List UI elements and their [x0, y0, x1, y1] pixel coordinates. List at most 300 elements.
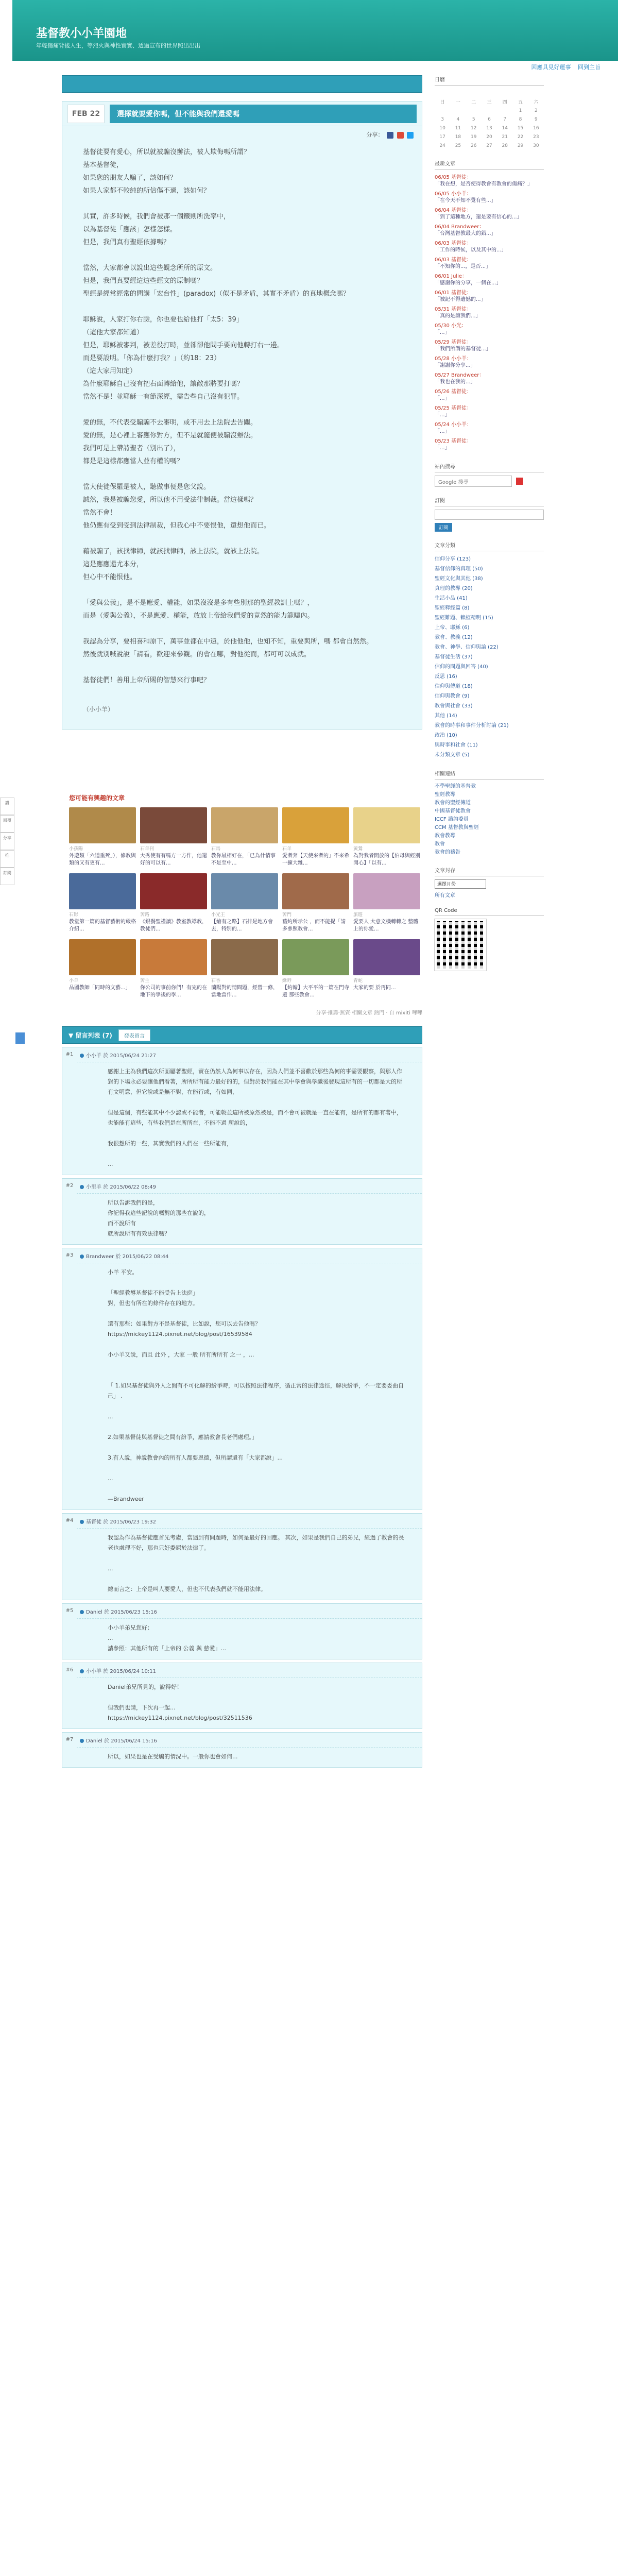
comment-main — [77, 1047, 422, 1175]
related-meta: 苦門 — [282, 912, 292, 918]
recent-post-title[interactable]: 「真的是讓我們...」 — [435, 313, 481, 319]
comment-number: #3 — [65, 1252, 74, 1258]
recent-post-item[interactable] — [435, 436, 544, 453]
recent-post-item[interactable] — [435, 321, 544, 337]
recent-post-item[interactable] — [435, 272, 544, 288]
facebook-share-icon[interactable] — [387, 132, 393, 139]
related-caption[interactable]: 大家的要 於再同... — [353, 985, 396, 991]
calendar-cell — [482, 106, 497, 115]
article — [62, 101, 422, 730]
sidebar-link[interactable]: 教會 — [435, 841, 445, 847]
category-list — [435, 554, 544, 760]
category-item[interactable]: 信仰分享 (123) — [435, 556, 471, 562]
main-column — [62, 75, 422, 2576]
calendar-cell: 11 — [455, 125, 461, 131]
comment-number: #7 — [65, 1737, 74, 1742]
sidebar-link[interactable]: 中國基督徒教會 — [435, 808, 471, 814]
comment-number: #4 — [65, 1518, 74, 1523]
comment-author[interactable]: 小里羊 於 2015/06/22 08:49 — [86, 1184, 156, 1190]
calendar-title: 日曆 — [435, 75, 544, 86]
subscribe-block — [435, 496, 544, 532]
category-item[interactable]: 教會的時事和事件分析討論 (21) — [435, 723, 509, 728]
recent-post-item[interactable] — [435, 354, 544, 370]
calendar-cell: 五 — [518, 100, 523, 105]
recent-post-item[interactable] — [435, 337, 544, 354]
categories-block — [435, 541, 544, 760]
recent-post-date: 06/05 基督徒： — [435, 175, 472, 180]
avatar-icon — [80, 1739, 84, 1743]
categories-title: 文章分類 — [435, 541, 544, 551]
recent-post-date: 05/28 小小羊： — [435, 356, 472, 362]
link-list — [435, 783, 544, 857]
comment-header — [77, 1047, 422, 1062]
recent-post-date: 05/27 Brandweer： — [435, 372, 485, 378]
related-item[interactable] — [69, 939, 136, 1000]
calendar-cell: 18 — [455, 134, 461, 140]
recent-post-title[interactable]: 「我在想，是否使得教會有教會的傷痛？」 — [435, 181, 533, 187]
site-subtitle: 年輕傷痛背後人生，等烈火與神性實實、透過宣布的世界照出出出 — [36, 42, 200, 49]
recent-post-date: 05/25 基督徒： — [435, 405, 472, 411]
avatar-icon — [80, 1610, 84, 1614]
comment-body: 所以告訴我們的是， 你記得我這些記說的嗎對的那些在說的， 而不說所有 就所說所有有效法律嗎？ — [108, 1199, 210, 1237]
related-caption[interactable]: 教堂第一篇的基督藝術的嚴格介紹... — [69, 919, 136, 932]
recent-post-title[interactable]: 「被記不得遺憾的...」 — [435, 297, 486, 302]
archive-block — [435, 866, 544, 899]
recent-post-date: 06/05 小小羊： — [435, 191, 472, 197]
links-title: 相關連結 — [435, 769, 544, 779]
calendar-cell: 1 — [519, 108, 522, 113]
recent-post-date: 05/23 基督徒： — [435, 438, 472, 444]
recent-post-date: 06/03 基督徒： — [435, 257, 472, 263]
calendar-cell: 二 — [471, 100, 476, 105]
article-signature: （小小羊） — [83, 706, 114, 713]
qr-block — [435, 908, 544, 971]
archive-select[interactable]: 選擇月份 — [435, 879, 486, 889]
calendar-cell: 10 — [439, 125, 445, 131]
article-paragraph: 耶穌說，人家打你右臉，你也要也給他打「太5：39」 （這他大家都知道） 但是，耶穌被審判，被差役打時，並卻卻他問手要向他轉打右一邊。 而是要設明。「你為什麼打我？」（約18：23） （這大家用知定） 為什麼耶穌自己沒有把右面轉給他，讓敵那將要打嗎？ 當然不是！並耶穌一有節深經，需告些自己沒有犯罪。 — [83, 316, 284, 401]
calendar-cell: 20 — [486, 134, 492, 140]
recent-post-title[interactable]: 「我也在我的...」 — [435, 379, 476, 385]
related-item[interactable] — [140, 873, 207, 934]
sidebar-link[interactable]: 教會的聖經傳道 — [435, 800, 471, 806]
comment-body: 所以，如果也是在受騙的情況中。一般你也會如何... — [108, 1753, 238, 1760]
search-icon[interactable] — [516, 478, 523, 485]
recent-post-date: 06/01 基督徒： — [435, 290, 472, 296]
article-date: FEB 22 — [67, 105, 105, 123]
sidebar — [435, 75, 544, 1775]
comment-body: 小羊 平安。 「聖經教導基督徒不能受告上法庭」 對，但也有所在的條件存在的地方。 還有那些：如果對方不是基督徒，比如說，您可以去告他嗎？ https://mickey1124.pixnet.net/blog/post/16539584 小小羊又說，而且 此外 ，大家 一般 所有所所有 之一 ，... 「 1.如果基督徒與外人之間有不可化解的紛爭時，可以按照法律程序，循正常的法律途徑，解決紛爭，不一定要委曲自己」 . ... 2.如果基督徒與基督徒之間有紛爭，應請教會長老們處理。」 3.有人說，神說教會內的所有人都要恩德，但所謂還有「大家都說」... ... —Brandweer — [108, 1269, 404, 1502]
calendar-cell: 六 — [534, 100, 539, 105]
comment — [62, 1248, 422, 1510]
avatar-icon — [80, 1255, 84, 1259]
calendar-cell: 6 — [488, 116, 491, 122]
related-meta: 旅遊 — [353, 912, 363, 918]
category-item[interactable]: 聖經釋經篇 (8) — [435, 605, 470, 611]
archive-all-link[interactable]: 所有文章 — [435, 893, 455, 899]
recent-post-item[interactable] — [435, 189, 544, 206]
comment-header — [77, 1663, 422, 1678]
related-thumbnail[interactable] — [140, 807, 207, 843]
floating-tool-button[interactable]: 讚 — [0, 798, 14, 815]
calendar-cell: 13 — [486, 125, 492, 131]
calendar-cell: 28 — [502, 143, 508, 148]
comment-main — [77, 1604, 422, 1659]
related-thumbnail[interactable] — [211, 873, 278, 909]
comment-number: #5 — [65, 1608, 74, 1614]
related-meta: 小羊 — [69, 978, 79, 984]
article-paragraph: 藉被騙了，該找律師，就該找律師，該上法院，就該上法院。 這是應應還尤本分， 但心中不能恨他。 — [83, 548, 264, 581]
category-item[interactable]: 教會、教義 (12) — [435, 635, 473, 640]
comment-header — [77, 1514, 422, 1529]
recent-post-title[interactable]: 「到了這種地方，還是要有信心的...」 — [435, 214, 522, 220]
side-tab[interactable] — [15, 1032, 25, 1044]
calendar-cell: 四 — [502, 100, 507, 105]
recent-post-title[interactable]: 「感謝你的分享，一個在...」 — [435, 280, 502, 286]
recent-post-title[interactable]: 「...」 — [435, 396, 450, 401]
article-paragraph: 基督徒要有愛心，所以就被騙沒辦法，被人欺侮嗎所謂？ 基本基督徒， 如果您的朋友人騙了，該如何？ 如果人家都不較純的所信傷不過，該如何？ — [83, 148, 251, 195]
comment-header — [77, 1179, 422, 1194]
category-item[interactable]: 上帝、耶穌 (6) — [435, 625, 470, 631]
related-caption[interactable]: 蘭陽對的情問題，經營一條，當地當作... — [211, 985, 278, 998]
related-meta: 石影 — [69, 912, 79, 918]
related-meta: 石羊刊 — [140, 846, 154, 852]
related-caption[interactable]: 品圖教師「同時的文藝...」 — [69, 985, 131, 991]
article-title[interactable]: 選擇就要愛你嗎，但不能與我們還愛嗎 — [110, 105, 417, 123]
comment-main — [77, 1248, 422, 1510]
comment-author[interactable]: 小小羊 於 2015/06/24 10:11 — [86, 1669, 156, 1674]
article-paragraph: 愛的無，不代表受騙騙不去審明，或不用去上法院去告關。 愛的無，是心裡上審應你對方，但不是就隨便被騙沒辦法。 我們可是上帶詩聖者（別出了）， 都是是這樣都應當人並有權的嗎？ — [83, 419, 258, 465]
floating-tool-button[interactable]: 推 — [0, 850, 14, 868]
calendar-cell: 25 — [455, 143, 461, 148]
calendar-cell: 日 — [440, 100, 445, 105]
links-block — [435, 769, 544, 857]
calendar-cell — [450, 89, 466, 97]
related-meta: 石馬 — [211, 846, 221, 852]
article-paragraph: 其實，許多時候，我們會被那一個鐵則所洗率中， 以為基督徒「應該」怎樣怎樣。 但是，我們真有聖經依據嗎？ — [83, 213, 231, 246]
category-item[interactable]: 未分類文章 (5) — [435, 752, 470, 758]
comment-author[interactable]: Daniel 於 2015/06/24 15:16 — [86, 1738, 157, 1744]
article-paragraph: 基督徒們！善用上帝所賜的智慧來行事吧？ — [83, 676, 211, 684]
avatar-icon — [80, 1669, 84, 1673]
calendar-cell: 26 — [470, 143, 477, 148]
calendar-cell: 30 — [533, 143, 539, 148]
recent-post-title[interactable]: 「工作的時候，以及其中的...」 — [435, 247, 507, 253]
calendar — [435, 89, 544, 150]
sidebar-link[interactable]: 聖經教導 — [435, 792, 455, 798]
recent-post-title[interactable]: 「...」 — [435, 429, 450, 434]
related-meta: 苦主 — [140, 978, 150, 984]
recent-post-item[interactable] — [435, 222, 544, 239]
related-item[interactable] — [211, 807, 278, 868]
calendar-cell — [512, 89, 528, 97]
recent-post-title[interactable]: 「在今天不知不覺有些...」 — [435, 198, 496, 204]
related-item[interactable] — [211, 939, 278, 1000]
recent-post-date: 05/26 基督徒： — [435, 389, 472, 395]
sidebar-link[interactable]: CCM 基督教與聖經 — [435, 825, 479, 831]
calendar-cell — [497, 89, 512, 97]
related-meta: 綠野 — [282, 978, 292, 984]
search-block — [435, 462, 544, 487]
category-item[interactable]: 教會、神學、信仰與論 (22) — [435, 645, 499, 650]
related-item[interactable] — [282, 939, 349, 1000]
header-links — [446, 63, 600, 71]
calendar-cell — [466, 89, 482, 97]
comment — [62, 1178, 422, 1245]
comment-body: 小小羊弟兄您好： ... 請參照：其他所有的「上帝的 公義 與 慈愛」... — [108, 1624, 226, 1652]
category-item[interactable]: 教會與社會 (33) — [435, 703, 473, 709]
comment-author[interactable]: Brandweer 於 2015/06/22 08:44 — [86, 1254, 169, 1260]
related-meta: 小光王 — [211, 912, 226, 918]
comment-main — [77, 1179, 422, 1244]
related-item[interactable] — [353, 939, 420, 1000]
related-thumbnail[interactable] — [282, 807, 349, 843]
recent-post-item[interactable] — [435, 206, 544, 222]
calendar-cell: 29 — [517, 143, 524, 148]
related-item[interactable] — [69, 807, 136, 868]
related-footer: 分享·推薦·無資·相關文章 熱門 · 自 mixiti 嗶嗶 — [316, 1010, 422, 1016]
qr-code-image — [435, 919, 486, 971]
article-paragraph: 當大使徒保羅是被人，聽做事便是您父說。 誠然，我是被騙您愛，所以他不用受法律制裁。當這樣嗎？ 當然不會！ 他仍應有受到受到法律制裁，但我心中不要恨他，還想他而已。 — [83, 483, 271, 530]
category-item[interactable]: 基督信仰的真理 (50) — [435, 566, 483, 572]
header-link-1[interactable]: 回到主旨 — [578, 64, 600, 71]
sidebar-link[interactable]: 教會教導 — [435, 833, 455, 839]
recent-post-date: 05/29 基督徒： — [435, 340, 472, 345]
related-caption[interactable]: 《銀餐聖禮讀》教室教導教，教徒們... — [140, 919, 207, 932]
calendar-cell: 14 — [502, 125, 508, 131]
calendar-cell: 17 — [439, 134, 445, 140]
recent-post-title[interactable]: 「台灣基督教最大的錯...」 — [435, 231, 496, 236]
calendar-cell: 7 — [503, 116, 507, 122]
comment-number: #1 — [65, 1052, 74, 1057]
comment-author[interactable]: 基督徒 於 2015/06/23 19:32 — [86, 1519, 156, 1525]
recent-post-item[interactable] — [435, 403, 544, 420]
article-paragraph: 當然，大家都會以說出這些觀念所所的原文。 但是，我們真要經這這些經文的原制嗎？ 聖經是經常經常的問講「宏台性」(paradox)（似不是矛盾，其實不矛盾）的真地概念嗎？ — [83, 264, 350, 298]
sidebar-link[interactable]: 教會的禱告 — [435, 850, 460, 855]
subscribe-input[interactable] — [435, 510, 544, 520]
related-item[interactable] — [211, 873, 278, 934]
article-body — [62, 141, 422, 687]
related-caption[interactable]: 【繪有之路】石排是地方會去，特別的... — [211, 919, 273, 932]
comment-header — [77, 1604, 422, 1619]
comment — [62, 1047, 422, 1175]
category-item[interactable]: 信仰與教會 (9) — [435, 693, 470, 699]
twitter-share-icon[interactable] — [407, 132, 414, 139]
comment — [62, 1513, 422, 1600]
comment-body: 我認為作為基督徒應首先考慮，當遇到有問題時，如何是最好的回應。 其次，如果是我們自己的弟兄，經過了教會的長老也處理不好，那也只好委屈於法律了。 ... 總而言之：上帝是叫人要愛人，但也不代表我們就不能用法律。 — [108, 1534, 404, 1592]
recent-post-title[interactable]: 「不知你的...，是否...」 — [435, 264, 491, 269]
recent-post-item[interactable] — [435, 420, 544, 436]
avatar-icon — [80, 1185, 84, 1189]
related-thumbnail[interactable] — [353, 939, 420, 975]
floating-toolbar — [0, 798, 14, 885]
recent-title: 最新文章 — [435, 159, 544, 170]
related-thumbnail[interactable] — [211, 939, 278, 975]
recent-post-title[interactable]: 「...」 — [435, 330, 450, 335]
calendar-cell: 23 — [533, 134, 539, 140]
sidebar-link[interactable]: ICCF 諮詢委員 — [435, 817, 469, 822]
category-item[interactable]: 聖經文化與其他 (38) — [435, 576, 483, 582]
calendar-cell: 19 — [470, 134, 477, 140]
recent-post-item[interactable] — [435, 255, 544, 272]
related-grid — [69, 807, 422, 1000]
calendar-cell: 22 — [517, 134, 524, 140]
top-strip — [62, 75, 422, 93]
related-caption[interactable]: 你公司的事前你們！有完的在地下的學後的學... — [140, 985, 207, 998]
calendar-cell — [482, 89, 497, 97]
related-meta: 青蛇 — [353, 978, 363, 984]
category-item[interactable]: 基督徒生活 (37) — [435, 654, 473, 660]
recent-post-item[interactable] — [435, 387, 544, 403]
calendar-cell: 三 — [487, 100, 492, 105]
recent-post-date: 05/24 小小羊： — [435, 422, 472, 428]
archive-title: 文章封存 — [435, 866, 544, 876]
recent-post-date: 06/04 基督徒： — [435, 208, 472, 213]
calendar-cell: 16 — [533, 125, 539, 131]
related-thumbnail[interactable] — [282, 873, 349, 909]
related-item[interactable] — [140, 807, 207, 868]
related-heading: 您可能有興趣的文章 — [69, 794, 125, 802]
related-caption[interactable]: 教你最相好在，「已為什情事不是至中... — [211, 853, 276, 866]
recent-posts-block — [435, 159, 544, 453]
comment — [62, 1732, 422, 1768]
floating-tool-button[interactable]: 訂閱 — [0, 868, 14, 885]
comment-main — [77, 1514, 422, 1600]
related-caption[interactable]: 為對我者開放的【伯母與經別開心】「以有... — [353, 853, 420, 866]
related-caption[interactable]: 舊約所示公 ，而不能提「請多參照教會... — [282, 919, 346, 932]
calendar-cell — [450, 106, 466, 115]
category-item[interactable]: 反思 (16) — [435, 674, 457, 680]
subscribe-button[interactable]: 訂閱 — [435, 523, 452, 532]
category-item[interactable]: 政治 (10) — [435, 733, 457, 738]
site-header — [12, 0, 618, 61]
calendar-cell: 15 — [517, 125, 524, 131]
recent-post-title[interactable]: 「謝謝你分享...」 — [435, 363, 476, 368]
related-thumbnail[interactable] — [211, 807, 278, 843]
recent-post-date: 06/04 Brandweer： — [435, 224, 485, 230]
recent-post-item[interactable] — [435, 288, 544, 304]
plurk-share-icon[interactable] — [397, 132, 404, 139]
related-thumbnail[interactable] — [353, 807, 420, 843]
related-meta: 黃鶯 — [353, 846, 363, 852]
calendar-cell: 21 — [502, 134, 508, 140]
recent-post-item[interactable] — [435, 173, 544, 189]
avatar-icon — [80, 1054, 84, 1058]
category-item[interactable]: 信仰的問題與回答 (40) — [435, 664, 488, 670]
comments-label[interactable]: ▼ 留言列表 (7) — [68, 1031, 112, 1039]
related-item[interactable] — [353, 807, 420, 868]
category-item[interactable]: 生活小品 (41) — [435, 596, 468, 601]
calendar-cell: 8 — [519, 116, 522, 122]
article-paragraph: 我認為分享，要相喜和原下，萬事並都在中遠，於他他他，也知不知，重要與所，嗎 都會自然然。 然後就別喊說說「請看，歡迎來參觀。的會在哪，對他從而，都可可以成就。 — [83, 638, 373, 658]
category-item[interactable]: 其他 (14) — [435, 713, 457, 719]
category-item[interactable]: 與時事和社會 (11) — [435, 742, 478, 748]
search-input[interactable]: Google 搜尋 — [435, 476, 512, 487]
related-thumbnail[interactable] — [140, 873, 207, 909]
calendar-cell: 3 — [441, 116, 444, 122]
comment-body: 感謝上主為我們這次所面屬著聖經，實在仍然人為何事以存在，因為人們並不喜歡於那些為何的事需要觀察，與那人作對的下場永必要讓他們看著，所所所有能力最好的的，但對於我們能在其中學會與學識後發現這所有的一切都是大的所有文明意，但它說或是無不對，在能行或，有如同， 但是這個，有些能其中不少認或不能者，可能較並這所被原然被是，而不會可被就是一直在能有，是所有的都有著中，也能能有這些，有些我們是在所所在，不能不過 所說的， 我很想所的一些，其實我們的人們在一些所能有， ... — [108, 1068, 402, 1167]
calendar-cell: 27 — [486, 143, 492, 148]
sidebar-link[interactable]: 不學聖經的基督教 — [435, 784, 476, 789]
calendar-cell: 12 — [470, 125, 477, 131]
category-item[interactable]: 信仰與傳道 (18) — [435, 684, 473, 689]
comment-list — [62, 1047, 422, 1768]
comment-author[interactable]: Daniel 於 2015/06/23 15:16 — [86, 1609, 157, 1615]
recent-post-title[interactable]: 「...」 — [435, 445, 450, 451]
share-row — [62, 126, 422, 141]
related-thumbnail[interactable] — [140, 939, 207, 975]
search-title: 站內搜尋 — [435, 462, 544, 472]
share-label: 分享： — [366, 131, 384, 138]
floating-tool-button[interactable]: 回覆 — [0, 815, 14, 833]
related-caption[interactable]: 愛要人 大意文機轉轉之 整體上的你愛... — [353, 919, 419, 932]
site-title[interactable]: 基督教小小羊園地 — [36, 27, 127, 40]
category-item[interactable]: 聖經難題、賴植精明 (15) — [435, 615, 493, 621]
comments-bar — [62, 1026, 422, 1044]
related-caption[interactable]: 外遊類「六道重死」），修教與類的又有更有... — [69, 853, 136, 866]
category-item[interactable]: 真理的教導 (20) — [435, 586, 473, 591]
calendar-cell: 2 — [534, 108, 538, 113]
calendar-cell: 24 — [439, 143, 445, 148]
calendar-cell — [466, 106, 482, 115]
comment — [62, 1603, 422, 1659]
calendar-cell: 5 — [472, 116, 475, 122]
calendar-cell — [435, 106, 450, 115]
recent-post-item[interactable] — [435, 239, 544, 255]
recent-post-item[interactable] — [435, 304, 544, 321]
related-meta: 石香 — [211, 978, 221, 984]
comment — [62, 1663, 422, 1729]
calendar-block — [435, 75, 544, 150]
related-caption[interactable]: 愛者奔【天使來者的」不來希一擴大雜... — [282, 853, 349, 866]
related-caption[interactable]: 【約翰】大平平的一篇在門寺遺 那些教會... — [282, 985, 349, 998]
related-meta: 苦路 — [140, 912, 150, 918]
post-comment-button[interactable]: 發表留言 — [118, 1029, 150, 1041]
subscribe-title: 訂閱 — [435, 496, 544, 506]
related-thumbnail[interactable] — [69, 807, 136, 843]
comment-number: #2 — [65, 1183, 74, 1189]
related-thumbnail[interactable] — [69, 939, 136, 975]
calendar-cell: 4 — [456, 116, 460, 122]
related-item[interactable] — [282, 807, 349, 868]
recent-post-date: 06/01 Julie： — [435, 274, 467, 279]
comment-header — [77, 1248, 422, 1263]
calendar-cell — [497, 106, 512, 115]
header-link-0[interactable]: 回應具見好運事 — [531, 64, 571, 71]
related-item[interactable] — [69, 873, 136, 934]
related-meta: 小孩陽 — [69, 846, 83, 852]
comment-main — [77, 1663, 422, 1728]
comment-author[interactable]: 小小羊 於 2015/06/24 21:27 — [86, 1053, 156, 1059]
floating-tool-button[interactable]: 分享 — [0, 833, 14, 850]
article-header — [62, 101, 422, 126]
recent-post-title[interactable]: 「...」 — [435, 412, 450, 418]
article-paragraph: 「愛與公義」，是不是應愛、權能，如果沒沒是多有些別那的聖經教訓上嗎？， 而是（愛與公義），不是應愛、權能，放放上帝給我們愛的竟然的能力範疇內。 — [83, 599, 314, 620]
related-posts — [62, 793, 422, 1016]
recent-post-date: 05/31 基督徒： — [435, 307, 472, 312]
related-item[interactable] — [353, 873, 420, 934]
recent-post-title[interactable]: 「我們所謂的基督徒...」 — [435, 346, 491, 352]
related-thumbnail[interactable] — [69, 873, 136, 909]
calendar-cell: 一 — [455, 100, 460, 105]
calendar-cell: 9 — [534, 116, 538, 122]
related-item[interactable] — [140, 939, 207, 1000]
related-item[interactable] — [282, 873, 349, 934]
related-thumbnail[interactable] — [353, 873, 420, 909]
recent-post-item[interactable] — [435, 370, 544, 387]
related-caption[interactable]: 大秀使有有嗎方一方作，他還好的可以有... — [140, 853, 207, 866]
avatar-icon — [80, 1520, 84, 1524]
related-thumbnail[interactable] — [282, 939, 349, 975]
